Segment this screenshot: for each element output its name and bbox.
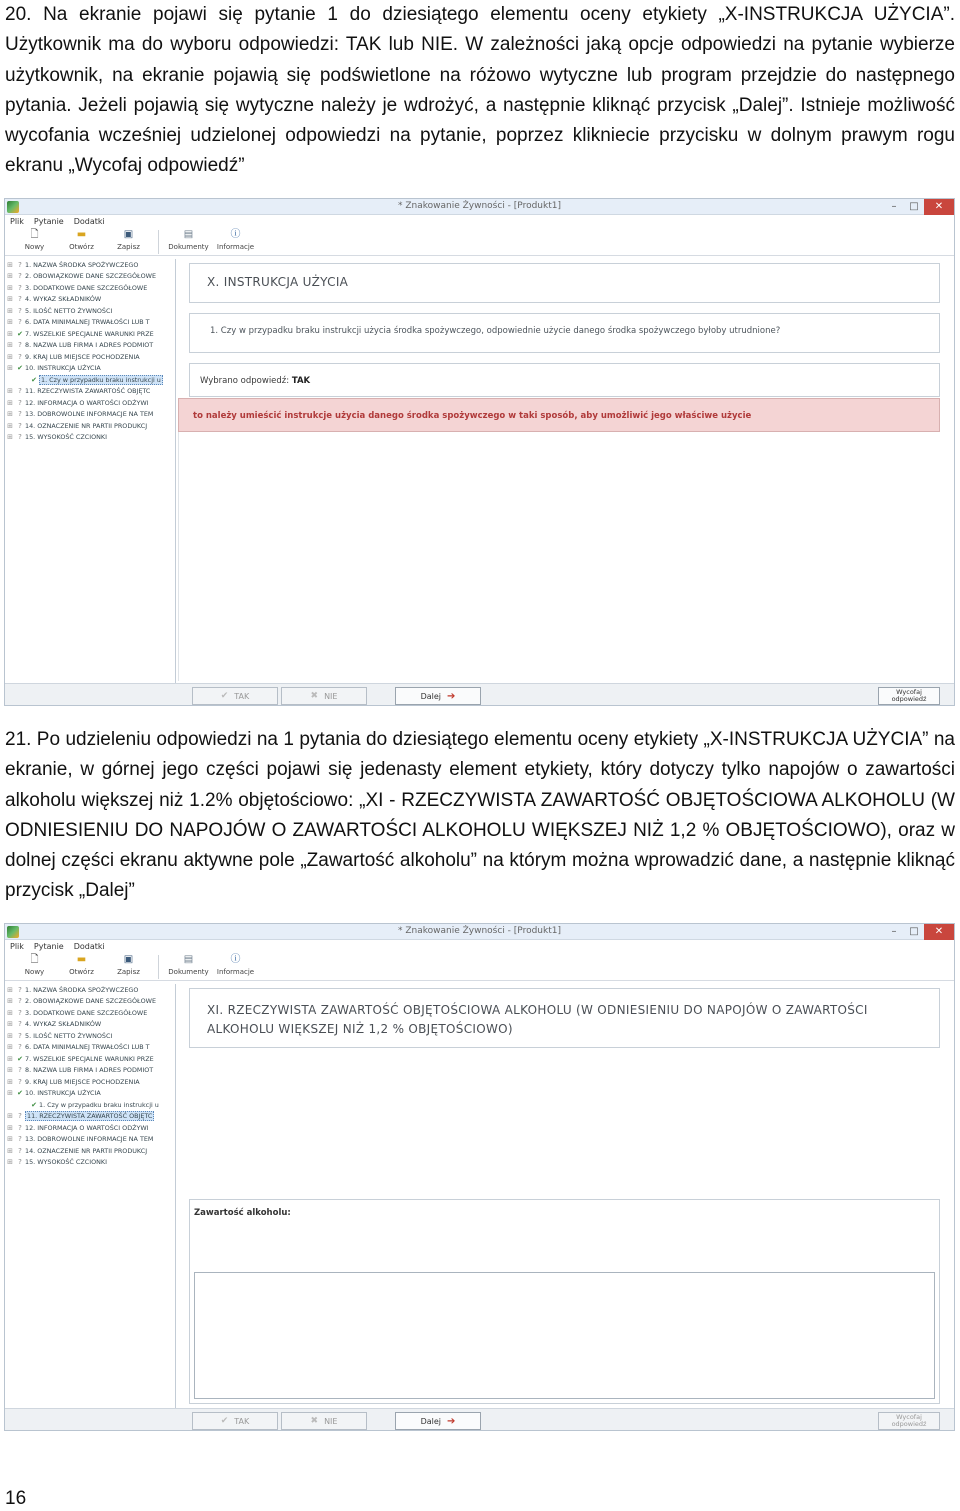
alcohol-content-panel	[189, 1199, 940, 1404]
info-icon: ⓘ	[230, 954, 241, 965]
check-icon: ✔	[220, 691, 229, 701]
save-button[interactable]: ▣ Zapisz	[117, 229, 140, 251]
maximize-button[interactable]: □	[909, 926, 919, 937]
tree-item-label: 6. DATA MINIMALNEJ TRWAŁOŚCI LUB T	[25, 318, 150, 327]
tree-item-label: 7. WSZELKIE SPECJALNE WARUNKI PRZE	[25, 1054, 154, 1063]
dalej-button[interactable]: Dalej ➔	[395, 1412, 481, 1430]
section-20-text: 20. Na ekranie pojawi się pytanie 1 do dziesiątego elementu oceny etykiety „X-INSTRUKCJA UŻYCIA”. Użytkownik ma do wyboru odpowiedzi: TAK lub NIE. W zależności jaką opcje odpowiedzi na pytanie wybierze użytkownik, na ekranie pojawią się podświetlone na różowo wytyczne lub program przejdzie do następnego pytania. Jeżeli pojawią się wytyczne należy je wdrożyć, a następnie kliknąć przycisk „Dalej”. Istnieje możliwość wycofania wcześniej udzielonej odpowiedzi na pytanie, poprzez klikniecie przycisku w dolnym prawym rogu ekranu „Wycofaj odpowiedź”	[5, 4, 955, 177]
tree-expander-icon[interactable]: ⊞	[7, 387, 13, 396]
documents-icon: ▤	[183, 954, 194, 965]
question-mark-icon: ?	[18, 1077, 22, 1086]
question-mark-icon: ?	[18, 295, 22, 304]
new-document-icon: 🗋	[30, 954, 39, 965]
tree-item[interactable]	[5, 1065, 175, 1077]
tree-item[interactable]	[5, 1157, 175, 1169]
question-mark-icon: ?	[18, 318, 22, 327]
minimize-button[interactable]: –	[891, 201, 897, 212]
tree-item-label: 8. NAZWA LUB FIRMA I ADRES PODMIOT	[25, 1066, 154, 1075]
tree-item[interactable]	[5, 1099, 175, 1111]
tree-expander-icon[interactable]: ⊞	[7, 364, 13, 373]
question-mark-icon: ?	[18, 341, 22, 350]
tree-item[interactable]	[5, 984, 175, 996]
tree-item[interactable]	[5, 294, 175, 306]
tree-item[interactable]	[5, 1019, 175, 1031]
question-mark-icon: ?	[18, 260, 22, 269]
section-title: X. INSTRUKCJA UŻYCIA	[207, 275, 349, 289]
title-bar	[5, 924, 954, 940]
question-mark-icon: ?	[18, 1008, 22, 1017]
section-21-text: 21. Po udzieleniu odpowiedzi na 1 pytania do dziesiątego elementu oceny etykiety „X-INSTRUKCJA UŻYCIA” na ekranie, w górnej jego części pojawi się jedenasty element etykiety, który dotyczy tylko napojów o zawartości alkoholu większej niż 1.2% objętościowo: „XI - RZECZYWISTA ZAWARTOŚĆ OBJĘTOŚCIOWA ALKOHOLU (W ODNIESIENIU DO NAPOJÓW O ZAWARTOŚCI ALKOHOLU WIĘKSZEJ NIŻ 1,2 % OBJĘTOŚCIOWO), oraz w dolnej części ekranu aktywne pole „Zawartość alkoholu” na którym można wprowadzić dane, a następnie kliknąć przycisk „Dalej”	[5, 729, 955, 902]
guideline-text: to należy umieścić instrukcje użycia danego środka spożywczego w taki sposób, aby umożliwić jego właściwe użycie	[193, 411, 752, 421]
app-window-screen-2	[4, 923, 955, 1431]
section-21-paragraph	[5, 725, 955, 907]
question-mark-icon: ?	[18, 985, 22, 994]
tree-item-label: 9. KRAJ LUB MIEJSCE POCHODZENIA	[25, 1077, 140, 1086]
cross-icon: ✖	[310, 691, 319, 701]
question-mark-icon: ?	[18, 1043, 22, 1052]
question-mark-icon: ?	[18, 410, 22, 419]
wycofaj-button[interactable]: Wycofaj odpowiedź	[878, 687, 940, 705]
nie-button[interactable]: ✖ NIE	[281, 687, 367, 705]
tree-item-label: 13. DOBROWOLNE INFORMACJE NA TEM	[25, 410, 154, 419]
tree-expander-icon[interactable]: ⊞	[7, 318, 13, 327]
menu-dodatki[interactable]: Dodatki	[73, 942, 105, 951]
documents-button[interactable]: ▤ Dokumenty	[168, 954, 209, 976]
tree-item-label: 1. NAZWA ŚRODKA SPOŻYWCZEGO	[25, 985, 139, 994]
content-pane	[177, 984, 954, 1408]
save-button[interactable]: ▣ Zapisz	[117, 954, 140, 976]
tree-expander-icon[interactable]: ⊞	[7, 1008, 13, 1017]
section-20-paragraph	[5, 0, 955, 182]
tree-item[interactable]	[5, 1007, 175, 1019]
tree-expander-icon[interactable]: ⊞	[7, 398, 13, 407]
menu-plik[interactable]: Plik	[10, 942, 24, 951]
dalej-button[interactable]: Dalej ➔	[395, 687, 481, 705]
tree-item-label: 12. INFORMACJA O WARTOŚCI ODŻYWI	[25, 1123, 149, 1132]
selected-answer: Wybrano odpowiedź: TAK	[200, 376, 311, 386]
tree-item-label: 11. RZECZYWISTA ZAWARTOŚĆ OBJĘTC	[25, 387, 151, 396]
tree-expander-icon[interactable]: ⊞	[7, 272, 13, 281]
tree-item[interactable]	[5, 340, 175, 352]
tree-expander-icon[interactable]: ⊞	[7, 1089, 13, 1098]
checkmark-icon: ✔	[17, 1054, 23, 1063]
section-header	[189, 263, 940, 303]
close-button[interactable]: ✕	[924, 199, 954, 215]
info-button[interactable]: ⓘ Informacje	[216, 229, 255, 251]
tree-expander-icon[interactable]: ⊞	[7, 329, 13, 338]
question-mark-icon: ?	[18, 1146, 22, 1155]
tree-item-label: 15. WYSOKOŚĆ CZCIONKI	[25, 433, 107, 442]
checkmark-icon: ✔	[31, 1100, 37, 1109]
content-empty-area	[178, 432, 940, 681]
checkmark-icon: ✔	[31, 375, 37, 384]
toolbar	[5, 953, 954, 981]
question-mark-icon: ?	[18, 997, 22, 1006]
tree-item-label: 1. Czy w przypadku braku instrukcji u	[41, 375, 161, 384]
tree-item-label: 9. KRAJ LUB MIEJSCE POCHODZENIA	[25, 352, 140, 361]
question-mark-icon: ?	[18, 398, 22, 407]
toolbar	[5, 228, 954, 256]
tree-expander-icon[interactable]: ⊞	[7, 352, 13, 361]
tree-expander-icon[interactable]: ⊞	[7, 341, 13, 350]
menu-plik[interactable]: Plik	[10, 217, 24, 226]
tree-item-label: 4. WYKAZ SKŁADNIKÓW	[25, 295, 102, 304]
selected-answer-value: TAK	[291, 376, 311, 386]
open-folder-icon: ▬	[76, 229, 87, 240]
tree-item-label: 2. OBOWIĄZKOWE DANE SZCZEGÓŁOWE	[25, 997, 156, 1006]
answer-box	[189, 363, 940, 397]
question-mark-icon: ?	[18, 1066, 22, 1075]
tree-item-label: 11. RZECZYWISTA ZAWARTOŚĆ OBJĘTC	[27, 1112, 153, 1121]
maximize-button[interactable]: □	[909, 201, 919, 212]
documents-button[interactable]: ▤ Dokumenty	[168, 229, 209, 251]
section-title: XI. RZECZYWISTA ZAWARTOŚĆ OBJĘTOŚCIOWA ALKOHOLU (W ODNIESIENIU DO NAPOJÓW O ZAWARTOŚCI ALKOHOLU WIĘKSZEJ NIŻ 1,2 % OBJĘTOŚCIOWO)	[207, 1003, 868, 1036]
question-mark-icon: ?	[18, 352, 22, 361]
menu-bar	[5, 215, 954, 228]
tree-item-label: 14. OZNACZENIE NR PARTII PRODUKCJ	[25, 1146, 148, 1155]
tree-item[interactable]	[5, 1111, 175, 1123]
tree-item[interactable]	[5, 259, 175, 271]
bottom-bar	[5, 1408, 954, 1430]
tree-item-label: 2. OBOWIĄZKOWE DANE SZCZEGÓŁOWE	[25, 272, 156, 281]
close-button[interactable]: ✕	[924, 924, 954, 940]
open-button[interactable]: ▬ Otwórz	[69, 954, 94, 976]
arrow-right-icon: ➔	[447, 690, 456, 702]
check-icon: ✔	[220, 1416, 229, 1426]
tak-button[interactable]: ✔ TAK	[192, 687, 278, 705]
wycofaj-button[interactable]: Wycofaj odpowiedź	[878, 1412, 940, 1430]
tree-item-label: 1. Czy w przypadku braku instrukcji u	[39, 1100, 159, 1109]
tree-expander-icon[interactable]: ⊞	[7, 306, 13, 315]
tree-expander-icon[interactable]: ⊞	[7, 1020, 13, 1029]
tree-item-label: 6. DATA MINIMALNEJ TRWAŁOŚCI LUB T	[25, 1043, 150, 1052]
question-mark-icon: ?	[18, 1158, 22, 1167]
question-box	[189, 313, 940, 353]
element-tree	[5, 259, 176, 683]
tree-item-label: 5. ILOŚĆ NETTO ŻYWNOŚCI	[25, 306, 113, 315]
tree-item-label: 3. DODATKOWE DANE SZCZEGÓŁOWE	[25, 1008, 148, 1017]
tree-item[interactable]	[5, 305, 175, 317]
tree-expander-icon[interactable]: ⊞	[7, 1146, 13, 1155]
tree-item[interactable]	[5, 432, 175, 444]
tree-item[interactable]	[5, 409, 175, 421]
tree-item[interactable]	[5, 374, 175, 386]
question-mark-icon: ?	[18, 272, 22, 281]
menu-dodatki[interactable]: Dodatki	[73, 217, 105, 226]
tree-item[interactable]	[5, 271, 175, 283]
tree-item[interactable]	[5, 420, 175, 432]
tree-item[interactable]	[5, 1145, 175, 1157]
tree-expander-icon[interactable]: ⊞	[7, 1066, 13, 1075]
tree-expander-icon[interactable]: ⊞	[7, 260, 13, 269]
question-mark-icon: ?	[18, 283, 22, 292]
tree-item-label: 14. OZNACZENIE NR PARTII PRODUKCJ	[25, 421, 148, 430]
toolbar-separator	[158, 230, 159, 254]
tree-item[interactable]	[5, 1053, 175, 1065]
tree-item-label: 13. DOBROWOLNE INFORMACJE NA TEM	[25, 1135, 154, 1144]
tree-expander-icon[interactable]: ⊞	[7, 410, 13, 419]
tree-item[interactable]	[5, 1030, 175, 1042]
tree-item-label: 8. NAZWA LUB FIRMA I ADRES PODMIOT	[25, 341, 154, 350]
tree-item[interactable]	[5, 996, 175, 1008]
checkmark-icon: ✔	[17, 329, 23, 338]
tak-button[interactable]: ✔ TAK	[192, 1412, 278, 1430]
toolbar-separator	[158, 955, 159, 979]
tree-expander-icon[interactable]: ⊞	[7, 1112, 13, 1121]
tree-item[interactable]	[5, 1122, 175, 1134]
tree-expander-icon[interactable]: ⊞	[7, 985, 13, 994]
tree-item-label: 5. ILOŚĆ NETTO ŻYWNOŚCI	[25, 1031, 113, 1040]
menu-pytanie[interactable]: Pytanie	[33, 217, 64, 226]
tree-expander-icon[interactable]: ⊞	[7, 997, 13, 1006]
element-tree	[5, 984, 176, 1408]
page-number: 16	[5, 1488, 27, 1509]
tree-expander-icon[interactable]: ⊞	[7, 1077, 13, 1086]
alcohol-content-input[interactable]	[194, 1272, 935, 1399]
tree-item[interactable]	[5, 1042, 175, 1054]
tree-expander-icon[interactable]: ⊞	[7, 433, 13, 442]
info-button[interactable]: ⓘ Informacje	[216, 954, 255, 976]
save-disk-icon: ▣	[123, 954, 134, 965]
tree-expander-icon[interactable]: ⊞	[7, 1135, 13, 1144]
tree-expander-icon[interactable]: ⊞	[7, 283, 13, 292]
tree-item[interactable]	[5, 317, 175, 329]
section-header	[189, 988, 940, 1048]
tree-item-label: 1. NAZWA ŚRODKA SPOŻYWCZEGO	[25, 260, 139, 269]
new-button[interactable]: 🗋 Nowy	[24, 954, 45, 976]
tree-item-label: 10. INSTRUKCJA UŻYCIA	[25, 364, 101, 373]
documents-icon: ▤	[183, 229, 194, 240]
window-title: * Znakowanie Żywności - [Produkt1]	[398, 201, 561, 211]
open-folder-icon: ▬	[76, 954, 87, 965]
bottom-bar	[5, 683, 954, 705]
app-window-screen-1	[4, 198, 955, 706]
guideline-highlight	[178, 398, 940, 432]
tree-expander-icon[interactable]: ⊞	[7, 295, 13, 304]
tree-expander-icon[interactable]: ⊞	[7, 421, 13, 430]
nie-button[interactable]: ✖ NIE	[281, 1412, 367, 1430]
tree-expander-icon[interactable]: ⊞	[7, 1054, 13, 1063]
content-pane	[177, 259, 954, 683]
tree-item[interactable]	[5, 1134, 175, 1146]
menu-bar	[5, 940, 954, 953]
minimize-button[interactable]: –	[891, 926, 897, 937]
tree-item[interactable]	[5, 328, 175, 340]
tree-expander-icon[interactable]: ⊞	[7, 1158, 13, 1167]
question-mark-icon: ?	[18, 1135, 22, 1144]
arrow-right-icon: ➔	[447, 1415, 456, 1427]
menu-pytanie[interactable]: Pytanie	[33, 942, 64, 951]
tree-item-label: 4. WYKAZ SKŁADNIKÓW	[25, 1020, 102, 1029]
tree-expander-icon[interactable]: ⊞	[7, 1031, 13, 1040]
open-button[interactable]: ▬ Otwórz	[69, 229, 94, 251]
tree-item[interactable]	[5, 363, 175, 375]
info-icon: ⓘ	[230, 229, 241, 240]
window-title: * Znakowanie Żywności - [Produkt1]	[398, 926, 561, 936]
tree-item[interactable]	[5, 282, 175, 294]
tree-expander-icon[interactable]: ⊞	[7, 1043, 13, 1052]
tree-item[interactable]	[5, 351, 175, 363]
tree-item-label: 15. WYSOKOŚĆ CZCIONKI	[25, 1158, 107, 1167]
question-text: 1. Czy w przypadku braku instrukcji użycia środka spożywczego, odpowiednie użycie danego środka spożywczego byłoby utrudnione?	[210, 326, 781, 336]
tree-item[interactable]	[5, 1076, 175, 1088]
question-mark-icon: ?	[18, 1112, 22, 1121]
checkmark-icon: ✔	[17, 1089, 23, 1098]
question-mark-icon: ?	[18, 433, 22, 442]
save-disk-icon: ▣	[123, 229, 134, 240]
alcohol-content-label: Zawartość alkoholu:	[194, 1208, 291, 1218]
question-mark-icon: ?	[18, 387, 22, 396]
tree-item[interactable]	[5, 386, 175, 398]
question-mark-icon: ?	[18, 421, 22, 430]
tree-item[interactable]	[5, 397, 175, 409]
tree-item-label: 7. WSZELKIE SPECJALNE WARUNKI PRZE	[25, 329, 154, 338]
question-mark-icon: ?	[18, 1123, 22, 1132]
tree-item-label: 12. INFORMACJA O WARTOŚCI ODŻYWI	[25, 398, 149, 407]
tree-item-label: 10. INSTRUKCJA UŻYCIA	[25, 1089, 101, 1098]
question-mark-icon: ?	[18, 1031, 22, 1040]
new-button[interactable]: 🗋 Nowy	[24, 229, 45, 251]
tree-item[interactable]	[5, 1088, 175, 1100]
tree-expander-icon[interactable]: ⊞	[7, 1123, 13, 1132]
title-bar	[5, 199, 954, 215]
checkmark-icon: ✔	[17, 364, 23, 373]
question-mark-icon: ?	[18, 306, 22, 315]
tree-item-label: 3. DODATKOWE DANE SZCZEGÓŁOWE	[25, 283, 148, 292]
cross-icon: ✖	[310, 1416, 319, 1426]
question-mark-icon: ?	[18, 1020, 22, 1029]
new-document-icon: 🗋	[30, 229, 39, 240]
